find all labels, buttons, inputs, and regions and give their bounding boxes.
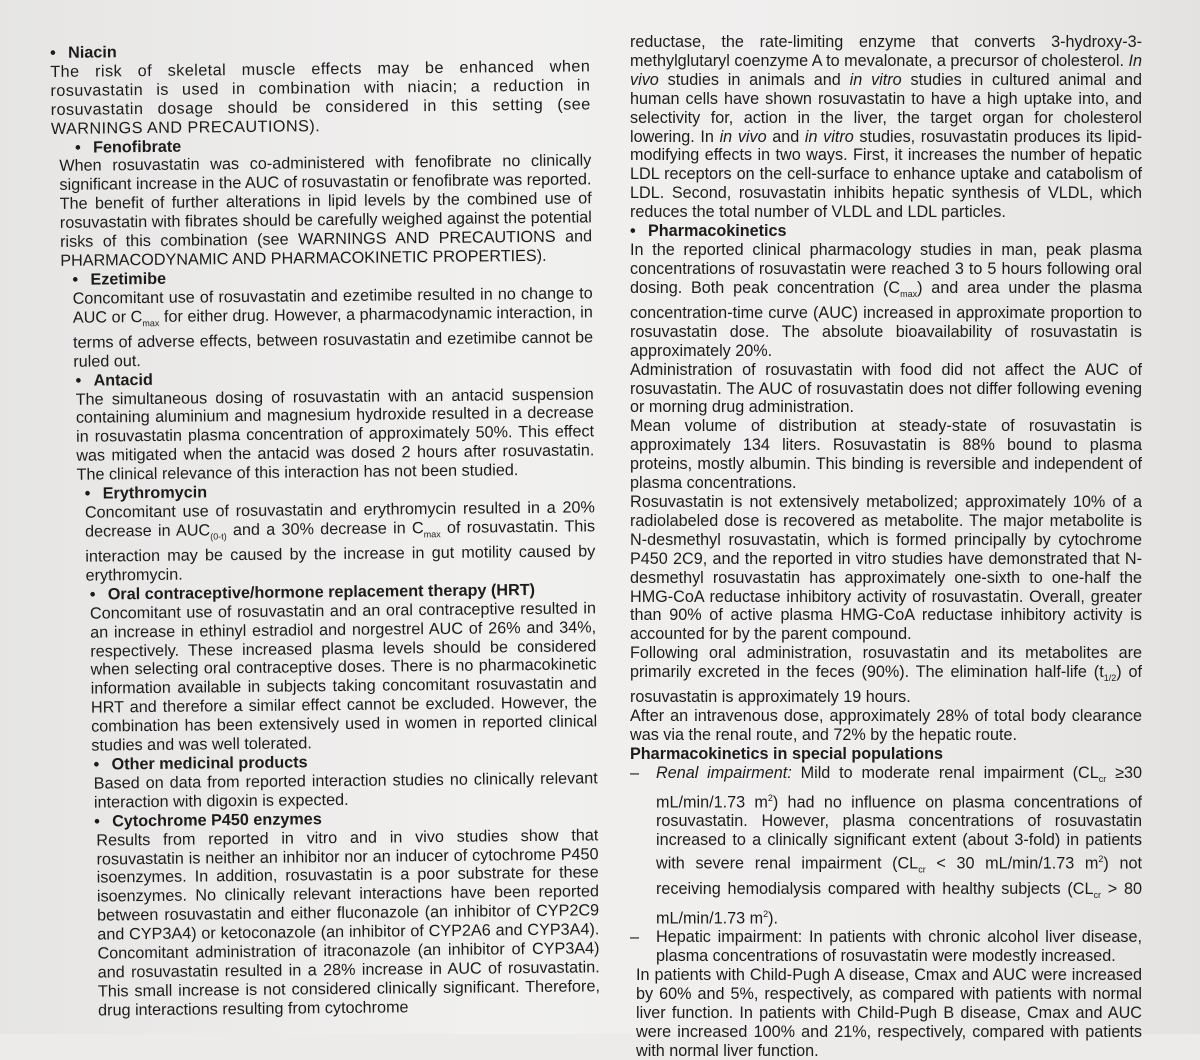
cyp450-paragraph: Results from reported in vitro and in vivo studies show that rosuvastatin is neither an inhibitor nor an inducer of cytochrome P450 isoenzymes. In addition, rosuvastatin is a poor substrate for these isoenzymes. No clinically relevant interactions have been reported between rosuvastatin and either fluconazole (an inhibitor of CYP2C9 and CYP3A4) or ketoconazole (an inhibitor of CYP2A6 and CYP3A4). Concomitant administration of itraconazole (an inhibitor of CYP3A4) and rosuvastatin resulted in a 28% increase in AUC of rosuvastatin. This small increase is not considered clinically significant. Therefore, drug interactions resulting from cytochrome	[96, 825, 600, 1020]
pharmacokinetics-heading: • Pharmacokinetics	[630, 222, 787, 241]
other-products-heading: • Other medicinal products	[93, 753, 308, 774]
pk-paragraph-6: After an intravenous dose, approximately 28% of total body clearance was via the renal route, and 72% by the hepatic route.	[630, 707, 1142, 745]
cyp450-heading: • Cytochrome P450 enzymes	[94, 809, 322, 831]
fenofibrate-paragraph: When rosuvastatin was co-administered with fenofibrate no clinically significant increase in the AUC of rosuvastatin or fenofibrate was reported. The benefit of further alterations in lipid levels by the combined use of rosuvastatin with fibrates should be carefully weighed against the potential risks of this combination (see WARNINGS AND PRECAUTIONS and PHARMACODYNAMIC AND PHARMACOKINETIC PROPERTIES).	[59, 151, 593, 270]
ezetimibe-heading: • Ezetimibe	[72, 269, 167, 289]
other-products-paragraph: Based on data from reported interaction studies no clinically relevant interaction with digoxin is expected.	[93, 769, 598, 812]
pk-paragraph-5: Following oral administration, rosuvastatin and its metabolites are primarily excreted in the feces (90%). The elimination half-life $(t_{1/2})$ of rosuvastatin is approximately 19 hours.	[630, 644, 1142, 707]
right-column	[630, 33, 1142, 1060]
pk-paragraph-2: Administration of rosuvastatin with food did not affect the AUC of rosuvastatin. The AUC of rosuvastatin does not differ following evening or morning drug administration.	[630, 360, 1142, 417]
pk-paragraph-3: Mean volume of distribution at steady-state of rosuvastatin is approximately 134 liters. Rosuvastatin is 88% bound to plasma proteins, mostly albumin. This binding is reversible and independent of plasma concentrations.	[630, 417, 1142, 493]
child-pugh-paragraph: In patients with Child-Pugh A disease, Cmax and AUC were increased by 60% and 5%, respectively, as compared with patients with normal liver function. In patients with Child-Pugh B disease, Cmax and AUC were increased 100% and 21%, respectively, compared with patients with normal liver function.	[636, 965, 1142, 1060]
niacin-paragraph: The risk of skeletal muscle effects may be enhanced when rosuvastatin is used in combination with niacin; a reduction in rosuvastatin dosage should be considered in this setting (see WARNINGS AND PRECAUTIONS).	[50, 57, 591, 138]
fenofibrate-heading: • Fenofibrate	[74, 137, 182, 157]
erythromycin-paragraph: Concomitant use of rosuvastatin and erythromycin resulted in a 20% decrease in $AUC_{(0-t)}$ and a 30% decrease in $C_{max}$ of rosuvastatin. This interaction may be caused by the increase in gut motility caused by erythromycin.	[84, 498, 596, 585]
ezetimibe-paragraph: Concomitant use of rosuvastatin and ezetimibe resulted in no change to AUC or $C_{max}$ for either drug. However, a pharmacodynamic interaction, in terms of adverse effects, between rosuvastatin and ezetimibe cannot be ruled out.	[72, 284, 594, 371]
hrt-heading: • Oral contraceptive/hormone replacement therapy (HRT)	[89, 580, 536, 604]
erythromycin-heading: • Erythromycin	[84, 483, 208, 503]
pk-paragraph-1: In the reported clinical pharmacology studies in man, peak plasma concentrations of rosuvastatin were reached 3 to 5 hours following oral dosing. Both peak concentration $(C_{max})$ and area under the plasma concentration-time curve (AUC) increased in approximate proportion to rosuvastatin dose. The absolute bioavailability of rosuvastatin is approximately 20%.	[630, 240, 1143, 360]
antacid-heading: • Antacid	[75, 370, 153, 390]
antacid-paragraph: The simultaneous dosing of rosuvastatin with an antacid suspension containing aluminium and magnesium hydroxide resulted in a decrease in rosuvastatin plasma concentration of approximately 50%. This effect was mitigated when the antacid was dosed 2 hours after rosuvastatin. The clinical relevance of this interaction has not been studied.	[75, 384, 595, 484]
mechanism-paragraph: reductase, the rate-limiting enzyme that converts 3-hydroxy-3-methylglutaryl coenzyme A to mevalonate, a precursor of cholesterol. In vivo studies in animals and in vitro studies in cultured animal and human cells have shown rosuvastatin to have a high uptake into, and selectivity for, action in the liver, the target organ for cholesterol lowering. In in vivo and in vitro studies, rosuvastatin produces its lipid-modifying effects in two ways. First, it increases the number of hepatic LDL receptors on the cell-surface to enhance uptake and catabolism of LDL. Second, rosuvastatin inhibits hepatic synthesis of VLDL, which reduces the total number of VLDL and LDL particles.	[630, 33, 1142, 222]
special-populations-heading: Pharmacokinetics in special populations	[630, 745, 944, 763]
hrt-paragraph: Concomitant use of rosuvastatin and an oral contraceptive resulted in an increase in ethinyl estradiol and norgestrel AUC of 26% and 34%, respectively. These increased plasma levels should be considered when selecting oral contraceptive doses. There is no pharmacokinetic information available in subjects taking concomitant rosuvastatin and HRT and therefore a similar effect cannot be excluded. However, the combination has been extensively used in women in reported clinical studies and was well tolerated.	[89, 599, 598, 755]
pk-paragraph-4: Rosuvastatin is not extensively metabolized; approximately 10% of a radiolabeled dose is recovered as metabolite. The major metabolite is N-desmethyl rosuvastatin, which is formed principally by cytochrome P450 2C9, and the reported in vitro studies have demonstrated that N-desmethyl rosuvastatin has approximately one-sixth to one-half the HMG-CoA reductase inhibitory activity of rosuvastatin. Overall, greater than 90% of active plasma HMG-CoA reductase inhibitory activity is accounted for by the parent compound.	[630, 492, 1142, 644]
dash-marker: –	[630, 763, 640, 782]
left-column	[50, 38, 600, 1020]
renal-impairment-item: – Renal impairment: Mild to moderate renal impairment ($CL_{cr} \ge 30$ mL/min/1.73 $m^2$) had no influence on plasma concentrations of rosuvastatin. However, plasma concentrations of rosuvastatin increased to a clinically significant extent (about 3-fold) in patients with severe renal impairment ($CL_{cr} < 30$ mL/min/1.73 $m^2$) not receiving hemodialysis compared with healthy subjects ($CL_{cr} > 80$ mL/min/1.73 $m^2$).	[630, 763, 1142, 928]
dash-marker: –	[630, 928, 640, 947]
hepatic-impairment-item: – Hepatic impairment: In patients with chronic alcohol liver disease, plasma concentrations of rosuvastatin were modestly increased.	[630, 928, 1142, 966]
niacin-heading: • Niacin	[50, 43, 117, 62]
